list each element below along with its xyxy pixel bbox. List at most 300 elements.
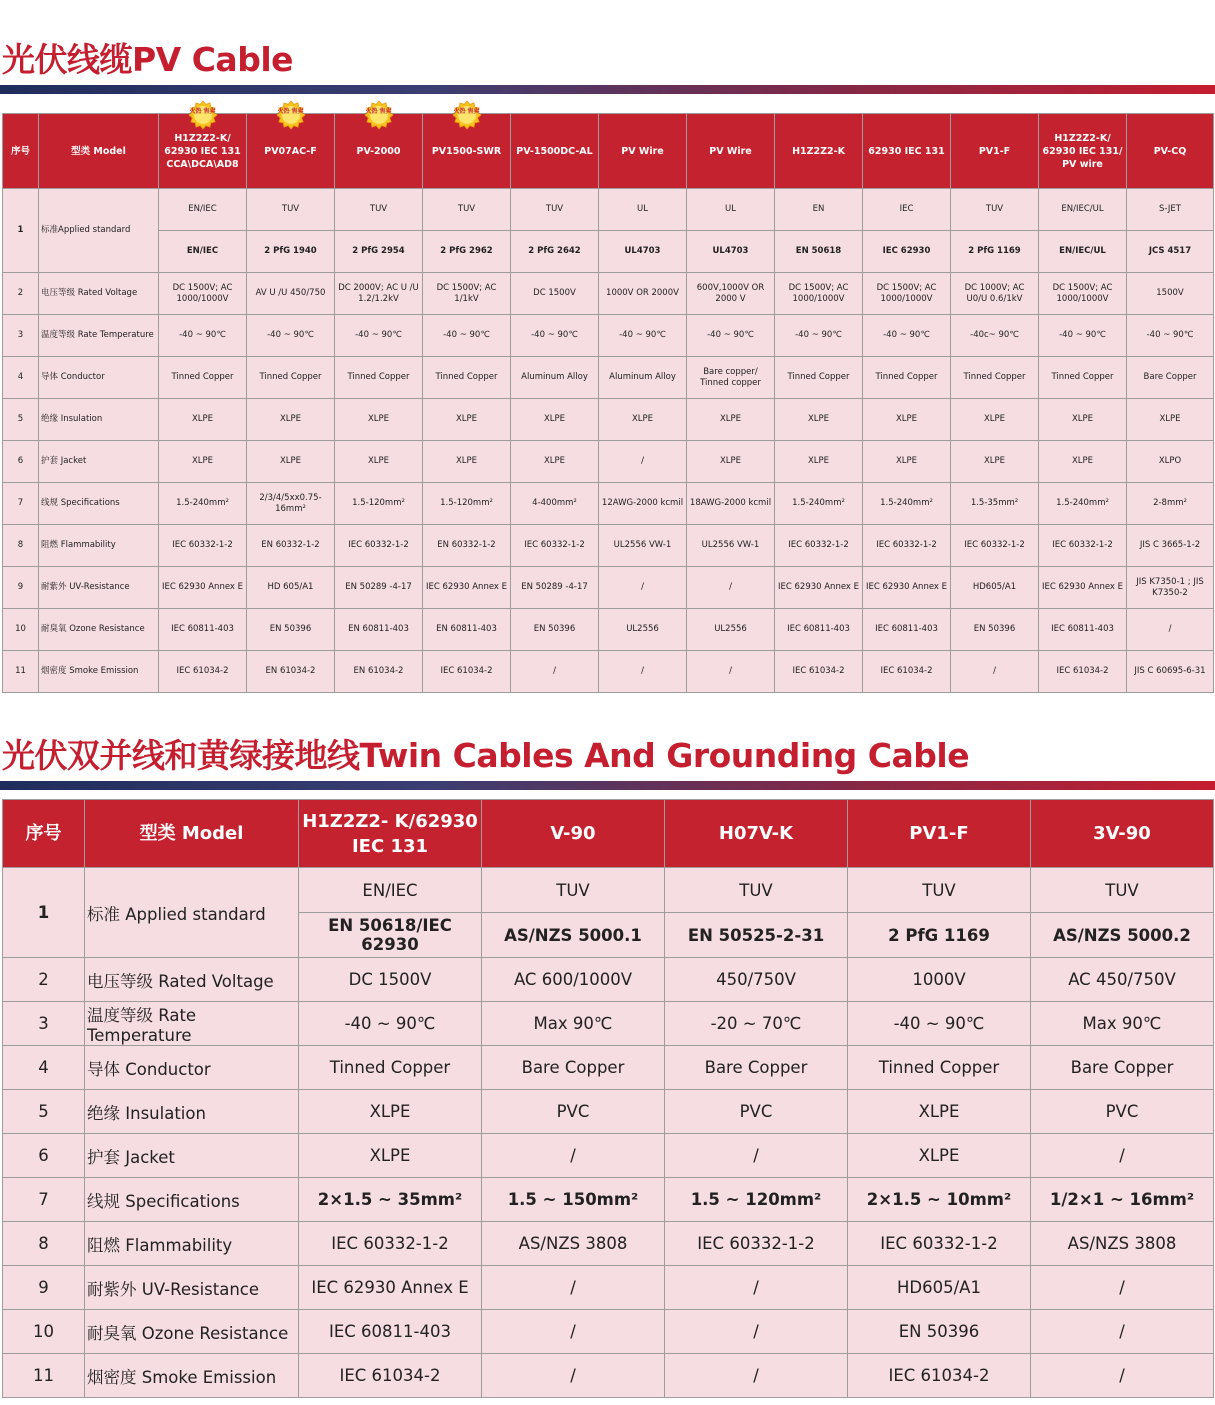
table-row: [3, 399, 1214, 441]
cell-standard-code: EN 50618: [775, 231, 863, 273]
table-row: [3, 1266, 1214, 1310]
row-number: 3: [3, 1002, 85, 1046]
table-cell: 1.5-240mm²: [775, 483, 863, 525]
table-cell: DC 1500V; AC 1000/1000V: [159, 273, 247, 315]
table-cell: IEC 60332-1-2: [299, 1222, 482, 1266]
table-cell: -40 ~ 90℃: [1039, 315, 1127, 357]
table-cell: EN 60332-1-2: [423, 525, 511, 567]
table-cell: HD 605/A1: [247, 567, 335, 609]
table-cell: DC 1500V; AC 1000/1000V: [775, 273, 863, 315]
table-cell: IEC 60811-403: [299, 1310, 482, 1354]
table-cell: /: [482, 1134, 665, 1178]
header-no: 序号: [3, 800, 85, 868]
table-cell: Bare Copper: [665, 1046, 848, 1090]
row-number: 11: [3, 651, 39, 693]
cell-standard-body: EN/IEC: [299, 868, 482, 913]
table-cell: Bare Copper: [1031, 1046, 1214, 1090]
table-cell: AC 450/750V: [1031, 958, 1214, 1002]
cell-standard-code: 2 PfG 2642: [511, 231, 599, 273]
table-cell: IEC 62930 Annex E: [1039, 567, 1127, 609]
table-row: [3, 1134, 1214, 1178]
header-product: H1Z2Z2-K: [775, 114, 863, 189]
header-product: PV-1500DC-AL: [511, 114, 599, 189]
table-cell: XLPE: [335, 399, 423, 441]
table-cell: IEC 61034-2: [775, 651, 863, 693]
row-number: 10: [3, 1310, 85, 1354]
cell-standard-code: EN 50525-2-31: [665, 913, 848, 958]
hot-sale-badge-text: 火热 售卖: [453, 108, 480, 115]
table-cell: Max 90℃: [1031, 1002, 1214, 1046]
table-cell: 600V,1000V OR 2000 V: [687, 273, 775, 315]
table-cell: XLPE: [159, 441, 247, 483]
table-cell: -40 ~ 90℃: [599, 315, 687, 357]
table-cell: Tinned Copper: [1039, 357, 1127, 399]
table-cell: IEC 61034-2: [1039, 651, 1127, 693]
table-cell: Max 90℃: [482, 1002, 665, 1046]
row-label: 线规 Specifications: [39, 483, 159, 525]
table-row: [3, 315, 1214, 357]
table-cell: EN 60332-1-2: [247, 525, 335, 567]
header-model: 型类 Model: [85, 800, 299, 868]
cell-standard-code: EN 50618/IEC 62930: [299, 913, 482, 958]
table-cell: /: [482, 1266, 665, 1310]
table-cell: IEC 60332-1-2: [848, 1222, 1031, 1266]
table-row: [3, 651, 1214, 693]
row-number: 9: [3, 1266, 85, 1310]
cell-standard-code: IEC 62930: [863, 231, 951, 273]
cell-standard-body: TUV: [665, 868, 848, 913]
table-cell: IEC 60332-1-2: [863, 525, 951, 567]
table-cell: XLPE: [863, 441, 951, 483]
table-row: [3, 441, 1214, 483]
table-cell: XLPE: [775, 399, 863, 441]
hot-sale-badge-text: 火热 售卖: [277, 108, 304, 115]
table-cell: -40 ~ 90℃: [1127, 315, 1214, 357]
table-cell: XLPE: [299, 1090, 482, 1134]
row-label: 温度等级 Rate Temperature: [39, 315, 159, 357]
table-cell: PVC: [482, 1090, 665, 1134]
cell-standard-code: EN/IEC: [159, 231, 247, 273]
table-cell: /: [599, 441, 687, 483]
table-cell: IEC 60811-403: [1039, 609, 1127, 651]
header-model: 型类 Model: [39, 114, 159, 189]
table-cell: AC 600/1000V: [482, 958, 665, 1002]
table-cell: -40 ~ 90℃: [299, 1002, 482, 1046]
table-cell: -40 ~ 90℃: [335, 315, 423, 357]
header-product: 62930 IEC 131: [863, 114, 951, 189]
row-number: 2: [3, 273, 39, 315]
table-cell: XLPE: [511, 441, 599, 483]
table-cell: DC 1500V: [299, 958, 482, 1002]
table-cell: XLPO: [1127, 441, 1214, 483]
row-label: 阻燃 Flammability: [85, 1222, 299, 1266]
cell-standard-body: TUV: [511, 189, 599, 231]
table-cell: Tinned Copper: [423, 357, 511, 399]
table-cell: XLPE: [299, 1134, 482, 1178]
table-cell: 1.5-240mm²: [159, 483, 247, 525]
table-row: [3, 1090, 1214, 1134]
table-cell: XLPE: [335, 441, 423, 483]
cell-standard-code: 2 PfG 1169: [848, 913, 1031, 958]
table-cell: AS/NZS 3808: [482, 1222, 665, 1266]
cell-standard-body: EN: [775, 189, 863, 231]
table-row: [3, 525, 1214, 567]
cell-standard-body: TUV: [423, 189, 511, 231]
table-cell: /: [482, 1310, 665, 1354]
table-cell: -40 ~ 90℃: [848, 1002, 1031, 1046]
table-cell: IEC 60811-403: [159, 609, 247, 651]
cell-standard-body: TUV: [848, 868, 1031, 913]
table-cell: XLPE: [775, 441, 863, 483]
row-label: 导体 Conductor: [85, 1046, 299, 1090]
table-cell: PVC: [1031, 1090, 1214, 1134]
row-label: 标准 Applied standard: [85, 868, 299, 958]
table-cell: 1.5-240mm²: [863, 483, 951, 525]
cell-standard-code: UL4703: [687, 231, 775, 273]
table-cell: Tinned Copper: [848, 1046, 1031, 1090]
table-cell: XLPE: [1039, 441, 1127, 483]
table-cell: IEC 62930 Annex E: [423, 567, 511, 609]
table-cell: IEC 60332-1-2: [335, 525, 423, 567]
table-cell: XLPE: [423, 399, 511, 441]
cell-standard-code: 2 PfG 1940: [247, 231, 335, 273]
table-row-standard-code: [3, 231, 1214, 273]
header-product: PV1500-SWR 火热 售卖: [423, 114, 511, 189]
table-cell: PVC: [665, 1090, 848, 1134]
header-product: H1Z2Z2- K/62930 IEC 131: [299, 800, 482, 868]
row-number: 8: [3, 525, 39, 567]
table-cell: IEC 60332-1-2: [951, 525, 1039, 567]
table-cell: 4-400mm²: [511, 483, 599, 525]
table-cell: HD605/A1: [848, 1266, 1031, 1310]
row-number: 5: [3, 399, 39, 441]
table-cell: IEC 62930 Annex E: [159, 567, 247, 609]
table-cell: /: [665, 1266, 848, 1310]
table-row: [3, 1046, 1214, 1090]
table-cell: JIS C 3665-1-2: [1127, 525, 1214, 567]
table-cell: XLPE: [247, 399, 335, 441]
table-cell: IEC 61034-2: [423, 651, 511, 693]
row-number: 6: [3, 1134, 85, 1178]
table-cell: -40c~ 90℃: [951, 315, 1039, 357]
table-cell: 2×1.5 ~ 35mm²: [299, 1178, 482, 1222]
table-cell: /: [665, 1354, 848, 1398]
table-cell: JIS K7350-1 ; JIS K7350-2: [1127, 567, 1214, 609]
table-cell: DC 2000V; AC U /U 1.2/1.2kV: [335, 273, 423, 315]
header-no: 序号: [3, 114, 39, 189]
table-cell: -20 ~ 70℃: [665, 1002, 848, 1046]
table-cell: XLPE: [951, 441, 1039, 483]
row-label: 耐臭氧 Ozone Resistance: [39, 609, 159, 651]
row-label: 电压等级 Rated Voltage: [85, 958, 299, 1002]
row-number: 5: [3, 1090, 85, 1134]
cell-standard-code: EN/IEC/UL: [1039, 231, 1127, 273]
row-label: 线规 Specifications: [85, 1178, 299, 1222]
table-row: [3, 958, 1214, 1002]
row-number: 7: [3, 1178, 85, 1222]
table-cell: DC 1500V; AC 1000/1000V: [863, 273, 951, 315]
cell-standard-body: UL: [599, 189, 687, 231]
cell-standard-code: JCS 4517: [1127, 231, 1214, 273]
table-cell: EN 61034-2: [247, 651, 335, 693]
cell-standard-code: 2 PfG 1169: [951, 231, 1039, 273]
twin-grounding-spec-table: [2, 799, 1214, 1398]
table-cell: 1/2×1 ~ 16mm²: [1031, 1178, 1214, 1222]
row-number: 11: [3, 1354, 85, 1398]
row-label: 耐紫外 UV-Resistance: [85, 1266, 299, 1310]
table-cell: HD605/A1: [951, 567, 1039, 609]
table-cell: IEC 60332-1-2: [1039, 525, 1127, 567]
header-product: PV07AC-F 火热 售卖: [247, 114, 335, 189]
header-product: PV1-F: [848, 800, 1031, 868]
table-cell: AS/NZS 3808: [1031, 1222, 1214, 1266]
row-label: 绝缘 Insulation: [85, 1090, 299, 1134]
table-cell: IEC 60332-1-2: [511, 525, 599, 567]
table-cell: -40 ~ 90℃: [247, 315, 335, 357]
table-row: [3, 1310, 1214, 1354]
hot-sale-badge-icon: [365, 101, 393, 129]
table-cell: 18AWG-2000 kcmil: [687, 483, 775, 525]
table-cell: Tinned Copper: [951, 357, 1039, 399]
table-cell: IEC 62930 Annex E: [299, 1266, 482, 1310]
table-row: [3, 1354, 1214, 1398]
table-cell: /: [665, 1134, 848, 1178]
table-cell: DC 1000V; AC U0/U 0.6/1kV: [951, 273, 1039, 315]
table-cell: UL2556: [687, 609, 775, 651]
cell-standard-code: 2 PfG 2954: [335, 231, 423, 273]
table-row: [3, 1222, 1214, 1266]
table-cell: -40 ~ 90℃: [775, 315, 863, 357]
table-header-row: [3, 800, 1214, 868]
header-product: H1Z2Z2-K/ 62930 IEC 131/ PV wire: [1039, 114, 1127, 189]
hot-sale-badge-text: 火热 售卖: [365, 108, 392, 115]
row-label: 烟密度 Smoke Emission: [85, 1354, 299, 1398]
row-label: 护套 Jacket: [85, 1134, 299, 1178]
table-cell: /: [1031, 1310, 1214, 1354]
table-cell: XLPE: [1127, 399, 1214, 441]
table-cell: EN 60811-403: [335, 609, 423, 651]
row-number: 1: [3, 868, 85, 958]
table-cell: EN 50396: [511, 609, 599, 651]
cell-standard-body: TUV: [951, 189, 1039, 231]
table-cell: AV U /U 450/750: [247, 273, 335, 315]
table-cell: XLPE: [247, 441, 335, 483]
header-product: H07V-K: [665, 800, 848, 868]
row-label: 护套 Jacket: [39, 441, 159, 483]
table-cell: 1.5-120mm²: [423, 483, 511, 525]
table-cell: UL2556 VW-1: [599, 525, 687, 567]
row-label: 耐紫外 UV-Resistance: [39, 567, 159, 609]
cell-standard-body: EN/IEC/UL: [1039, 189, 1127, 231]
table-cell: Tinned Copper: [863, 357, 951, 399]
header-product: 3V-90: [1031, 800, 1214, 868]
table-cell: /: [599, 651, 687, 693]
section-divider: [0, 781, 1215, 790]
section-divider: [0, 85, 1215, 94]
table-cell: 1000V OR 2000V: [599, 273, 687, 315]
row-label: 标准Applied standard: [39, 189, 159, 273]
table-cell: XLPE: [599, 399, 687, 441]
header-product: PV-CQ: [1127, 114, 1214, 189]
table-cell: EN 60811-403: [423, 609, 511, 651]
table-cell: 2-8mm²: [1127, 483, 1214, 525]
row-label: 电压等级 Rated Voltage: [39, 273, 159, 315]
hot-sale-badge-icon: [453, 101, 481, 129]
table-cell: 1000V: [848, 958, 1031, 1002]
twin-grounding-section-title: 光伏双并线和黄绿接地线Twin Cables And Grounding Cable: [2, 736, 970, 775]
table-cell: DC 1500V: [511, 273, 599, 315]
row-label: 阻燃 Flammability: [39, 525, 159, 567]
cell-standard-code: UL4703: [599, 231, 687, 273]
table-cell: Tinned Copper: [335, 357, 423, 399]
table-cell: /: [1031, 1266, 1214, 1310]
row-label: 耐臭氧 Ozone Resistance: [85, 1310, 299, 1354]
table-cell: Tinned Copper: [775, 357, 863, 399]
table-cell: EN 50396: [247, 609, 335, 651]
table-cell: 1.5-240mm²: [1039, 483, 1127, 525]
row-number: 3: [3, 315, 39, 357]
hot-sale-badge-text: 火热 售卖: [189, 108, 216, 115]
table-row: [3, 567, 1214, 609]
cell-standard-code: 2 PfG 2962: [423, 231, 511, 273]
table-cell: IEC 60332-1-2: [665, 1222, 848, 1266]
table-cell: /: [482, 1354, 665, 1398]
table-cell: XLPE: [848, 1090, 1031, 1134]
table-row-standard: [3, 868, 1214, 913]
cell-standard-body: TUV: [335, 189, 423, 231]
table-cell: /: [511, 651, 599, 693]
row-number: 4: [3, 357, 39, 399]
table-cell: XLPE: [687, 399, 775, 441]
table-cell: IEC 60332-1-2: [159, 525, 247, 567]
table-cell: XLPE: [423, 441, 511, 483]
table-header-row: [3, 114, 1214, 189]
hot-sale-badge-icon: [189, 101, 217, 129]
table-cell: Aluminum Alloy: [511, 357, 599, 399]
row-number: 8: [3, 1222, 85, 1266]
table-cell: IEC 60811-403: [775, 609, 863, 651]
table-cell: 2/3/4/5xx0.75- 16mm²: [247, 483, 335, 525]
table-cell: Aluminum Alloy: [599, 357, 687, 399]
cell-standard-body: IEC: [863, 189, 951, 231]
table-cell: /: [1031, 1134, 1214, 1178]
table-cell: -40 ~ 90℃: [511, 315, 599, 357]
table-cell: 1.5 ~ 120mm²: [665, 1178, 848, 1222]
table-cell: Bare Copper: [482, 1046, 665, 1090]
cell-standard-body: S-JET: [1127, 189, 1214, 231]
table-cell: EN 61034-2: [335, 651, 423, 693]
table-row: [3, 609, 1214, 651]
table-cell: 1.5-120mm²: [335, 483, 423, 525]
table-cell: IEC 60332-1-2: [775, 525, 863, 567]
table-cell: IEC 61034-2: [848, 1354, 1031, 1398]
table-cell: IEC 62930 Annex E: [863, 567, 951, 609]
table-cell: /: [599, 567, 687, 609]
table-cell: IEC 61034-2: [299, 1354, 482, 1398]
table-cell: EN 50396: [951, 609, 1039, 651]
header-product: V-90: [482, 800, 665, 868]
cell-standard-body: UL: [687, 189, 775, 231]
table-cell: /: [665, 1310, 848, 1354]
table-cell: Bare copper/ Tinned copper: [687, 357, 775, 399]
table-cell: DC 1500V; AC 1/1kV: [423, 273, 511, 315]
hot-sale-badge-icon: [277, 101, 305, 129]
table-cell: EN 50396: [848, 1310, 1031, 1354]
cell-standard-body: TUV: [247, 189, 335, 231]
table-cell: /: [1127, 609, 1214, 651]
row-label: 温度等级 Rate Temperature: [85, 1002, 299, 1046]
table-cell: UL2556 VW-1: [687, 525, 775, 567]
pv-cable-spec-table: [2, 108, 1214, 693]
table-cell: DC 1500V; AC 1000/1000V: [1039, 273, 1127, 315]
row-label: 烟密度 Smoke Emission: [39, 651, 159, 693]
header-product: PV1-F: [951, 114, 1039, 189]
table-cell: EN 50289 -4-17: [511, 567, 599, 609]
table-row: [3, 1178, 1214, 1222]
table-cell: JIS C 60695-6-31: [1127, 651, 1214, 693]
table-cell: XLPE: [511, 399, 599, 441]
table-row: [3, 1002, 1214, 1046]
row-number: 1: [3, 189, 39, 273]
table-cell: EN 50289 -4-17: [335, 567, 423, 609]
table-cell: /: [1031, 1354, 1214, 1398]
table-cell: 1500V: [1127, 273, 1214, 315]
table-cell: IEC 62930 Annex E: [775, 567, 863, 609]
table-cell: -40 ~ 90℃: [863, 315, 951, 357]
table-cell: 12AWG-2000 kcmil: [599, 483, 687, 525]
table-row: [3, 273, 1214, 315]
table-cell: XLPE: [1039, 399, 1127, 441]
table-cell: /: [687, 567, 775, 609]
table-cell: XLPE: [863, 399, 951, 441]
table-cell: /: [951, 651, 1039, 693]
row-number: 2: [3, 958, 85, 1002]
table-cell: -40 ~ 90℃: [687, 315, 775, 357]
cell-standard-body: EN/IEC: [159, 189, 247, 231]
table-row: [3, 483, 1214, 525]
row-number: 6: [3, 441, 39, 483]
cell-standard-code: AS/NZS 5000.2: [1031, 913, 1214, 958]
table-cell: Bare Copper: [1127, 357, 1214, 399]
table-cell: IEC 61034-2: [863, 651, 951, 693]
cell-standard-body: TUV: [1031, 868, 1214, 913]
row-label: 导体 Conductor: [39, 357, 159, 399]
table-row: [3, 357, 1214, 399]
table-cell: 450/750V: [665, 958, 848, 1002]
table-cell: XLPE: [951, 399, 1039, 441]
table-cell: IEC 61034-2: [159, 651, 247, 693]
table-row-standard: [3, 189, 1214, 231]
table-cell: -40 ~ 90℃: [423, 315, 511, 357]
header-product: PV Wire: [599, 114, 687, 189]
cell-standard-body: TUV: [482, 868, 665, 913]
table-cell: 1.5-35mm²: [951, 483, 1039, 525]
header-product: PV Wire: [687, 114, 775, 189]
table-cell: /: [687, 651, 775, 693]
table-cell: XLPE: [159, 399, 247, 441]
table-cell: Tinned Copper: [247, 357, 335, 399]
header-product: PV-2000 火热 售卖: [335, 114, 423, 189]
row-number: 7: [3, 483, 39, 525]
header-product: H1Z2Z2-K/ 62930 IEC 131 CCA\DCA\AD8 火热 售卖: [159, 114, 247, 189]
table-cell: -40 ~ 90℃: [159, 315, 247, 357]
table-cell: XLPE: [687, 441, 775, 483]
cell-standard-code: AS/NZS 5000.1: [482, 913, 665, 958]
row-number: 4: [3, 1046, 85, 1090]
table-cell: IEC 60811-403: [863, 609, 951, 651]
table-cell: Tinned Copper: [299, 1046, 482, 1090]
table-cell: Tinned Copper: [159, 357, 247, 399]
